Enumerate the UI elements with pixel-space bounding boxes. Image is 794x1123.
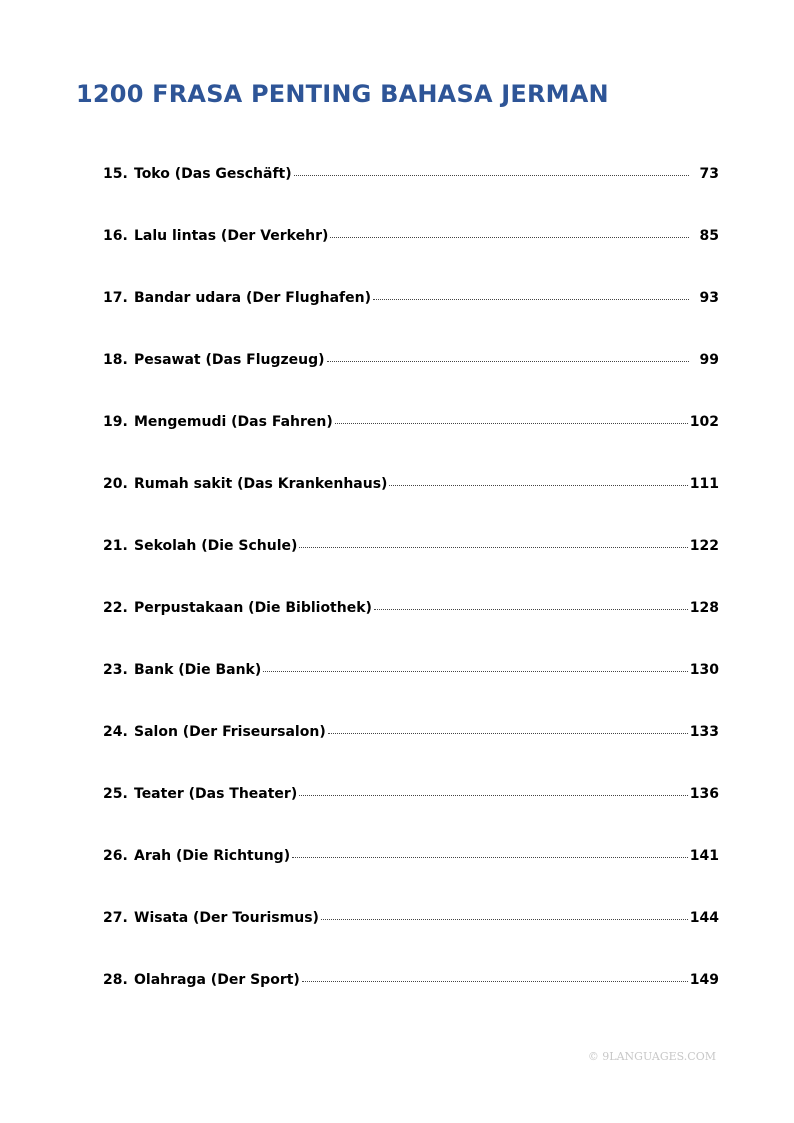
toc-dot-leader	[335, 423, 688, 424]
toc-entry-label: Mengemudi (Das Fahren)	[134, 414, 333, 430]
toc-entry[interactable]	[103, 842, 719, 904]
toc-entry-label: Salon (Der Friseursalon)	[134, 724, 326, 740]
toc-entry-label: Lalu lintas (Der Verkehr)	[134, 228, 329, 244]
toc-entry-page: 149	[689, 972, 719, 988]
toc-entry[interactable]	[103, 284, 719, 346]
toc-entry-number: 27.	[103, 910, 128, 926]
toc-entry-page: 93	[699, 290, 719, 306]
toc-entry-page: 85	[699, 228, 719, 244]
toc-entry-number: 22.	[103, 600, 128, 616]
toc-entry-label: Toko (Das Geschäft)	[134, 166, 292, 182]
toc-dot-leader	[294, 175, 689, 176]
toc-entry-number: 25.	[103, 786, 128, 802]
toc-entry-label: Arah (Die Richtung)	[134, 848, 291, 864]
toc-entry-number: 23.	[103, 662, 128, 678]
toc-entry[interactable]	[103, 470, 719, 532]
toc-entry[interactable]	[103, 532, 719, 594]
toc-dot-leader	[373, 299, 689, 300]
document-title: 1200 FRASA PENTING BAHASA JERMAN	[76, 80, 609, 108]
toc-entry-number: 24.	[103, 724, 128, 740]
toc-dot-leader	[330, 237, 689, 238]
toc-dot-leader	[299, 547, 687, 548]
toc-entry-page: 133	[689, 724, 719, 740]
toc-entry-number: 20.	[103, 476, 128, 492]
toc-entry-number: 21.	[103, 538, 128, 554]
toc-entry-page: 136	[689, 786, 719, 802]
toc-entry-number: 18.	[103, 352, 128, 368]
toc-entry-page: 122	[689, 538, 719, 554]
toc-entry-label: Olahraga (Der Sport)	[134, 972, 300, 988]
toc-entry[interactable]	[103, 346, 719, 408]
toc-entry-page: 102	[689, 414, 719, 430]
toc-dot-leader	[328, 733, 688, 734]
toc-entry-page: 128	[689, 600, 719, 616]
toc-entry-number: 17.	[103, 290, 128, 306]
toc-entry[interactable]	[103, 904, 719, 966]
toc-entry-page: 144	[689, 910, 719, 926]
toc-entry-number: 15.	[103, 166, 128, 182]
toc-entry-page: 99	[699, 352, 719, 368]
toc-entry-label: Bandar udara (Der Flughafen)	[134, 290, 372, 306]
toc-entry[interactable]	[103, 966, 719, 1028]
toc-entry[interactable]	[103, 408, 719, 470]
toc-dot-leader	[263, 671, 688, 672]
toc-dot-leader	[302, 981, 688, 982]
toc-entry-number: 19.	[103, 414, 128, 430]
toc-entry-label: Teater (Das Theater)	[134, 786, 298, 802]
toc-entry-label: Rumah sakit (Das Krankenhaus)	[134, 476, 388, 492]
toc-entry[interactable]	[103, 160, 719, 222]
copyright-footer: © 9LANGUAGES.COM	[587, 1050, 716, 1063]
toc-entry[interactable]	[103, 718, 719, 780]
toc-dot-leader	[299, 795, 688, 796]
toc-entry[interactable]	[103, 656, 719, 718]
toc-entry-number: 28.	[103, 972, 128, 988]
toc-entry-number: 16.	[103, 228, 128, 244]
toc-dot-leader	[374, 609, 688, 610]
toc-entry-page: 141	[689, 848, 719, 864]
toc-dot-leader	[327, 361, 689, 362]
toc-dot-leader	[321, 919, 688, 920]
toc-dot-leader	[389, 485, 687, 486]
toc-entry-label: Wisata (Der Tourismus)	[134, 910, 319, 926]
toc-entry[interactable]	[103, 780, 719, 842]
toc-entry-label: Sekolah (Die Schule)	[134, 538, 298, 554]
toc-entry-label: Bank (Die Bank)	[134, 662, 262, 678]
toc-entry-page: 130	[689, 662, 719, 678]
toc-entry-number: 26.	[103, 848, 128, 864]
toc-entry-label: Perpustakaan (Die Bibliothek)	[134, 600, 372, 616]
table-of-contents	[103, 160, 719, 1028]
toc-entry-page: 73	[699, 166, 719, 182]
toc-entry-label: Pesawat (Das Flugzeug)	[134, 352, 325, 368]
toc-dot-leader	[292, 857, 688, 858]
toc-entry-page: 111	[689, 476, 719, 492]
toc-entry[interactable]	[103, 594, 719, 656]
toc-entry[interactable]	[103, 222, 719, 284]
